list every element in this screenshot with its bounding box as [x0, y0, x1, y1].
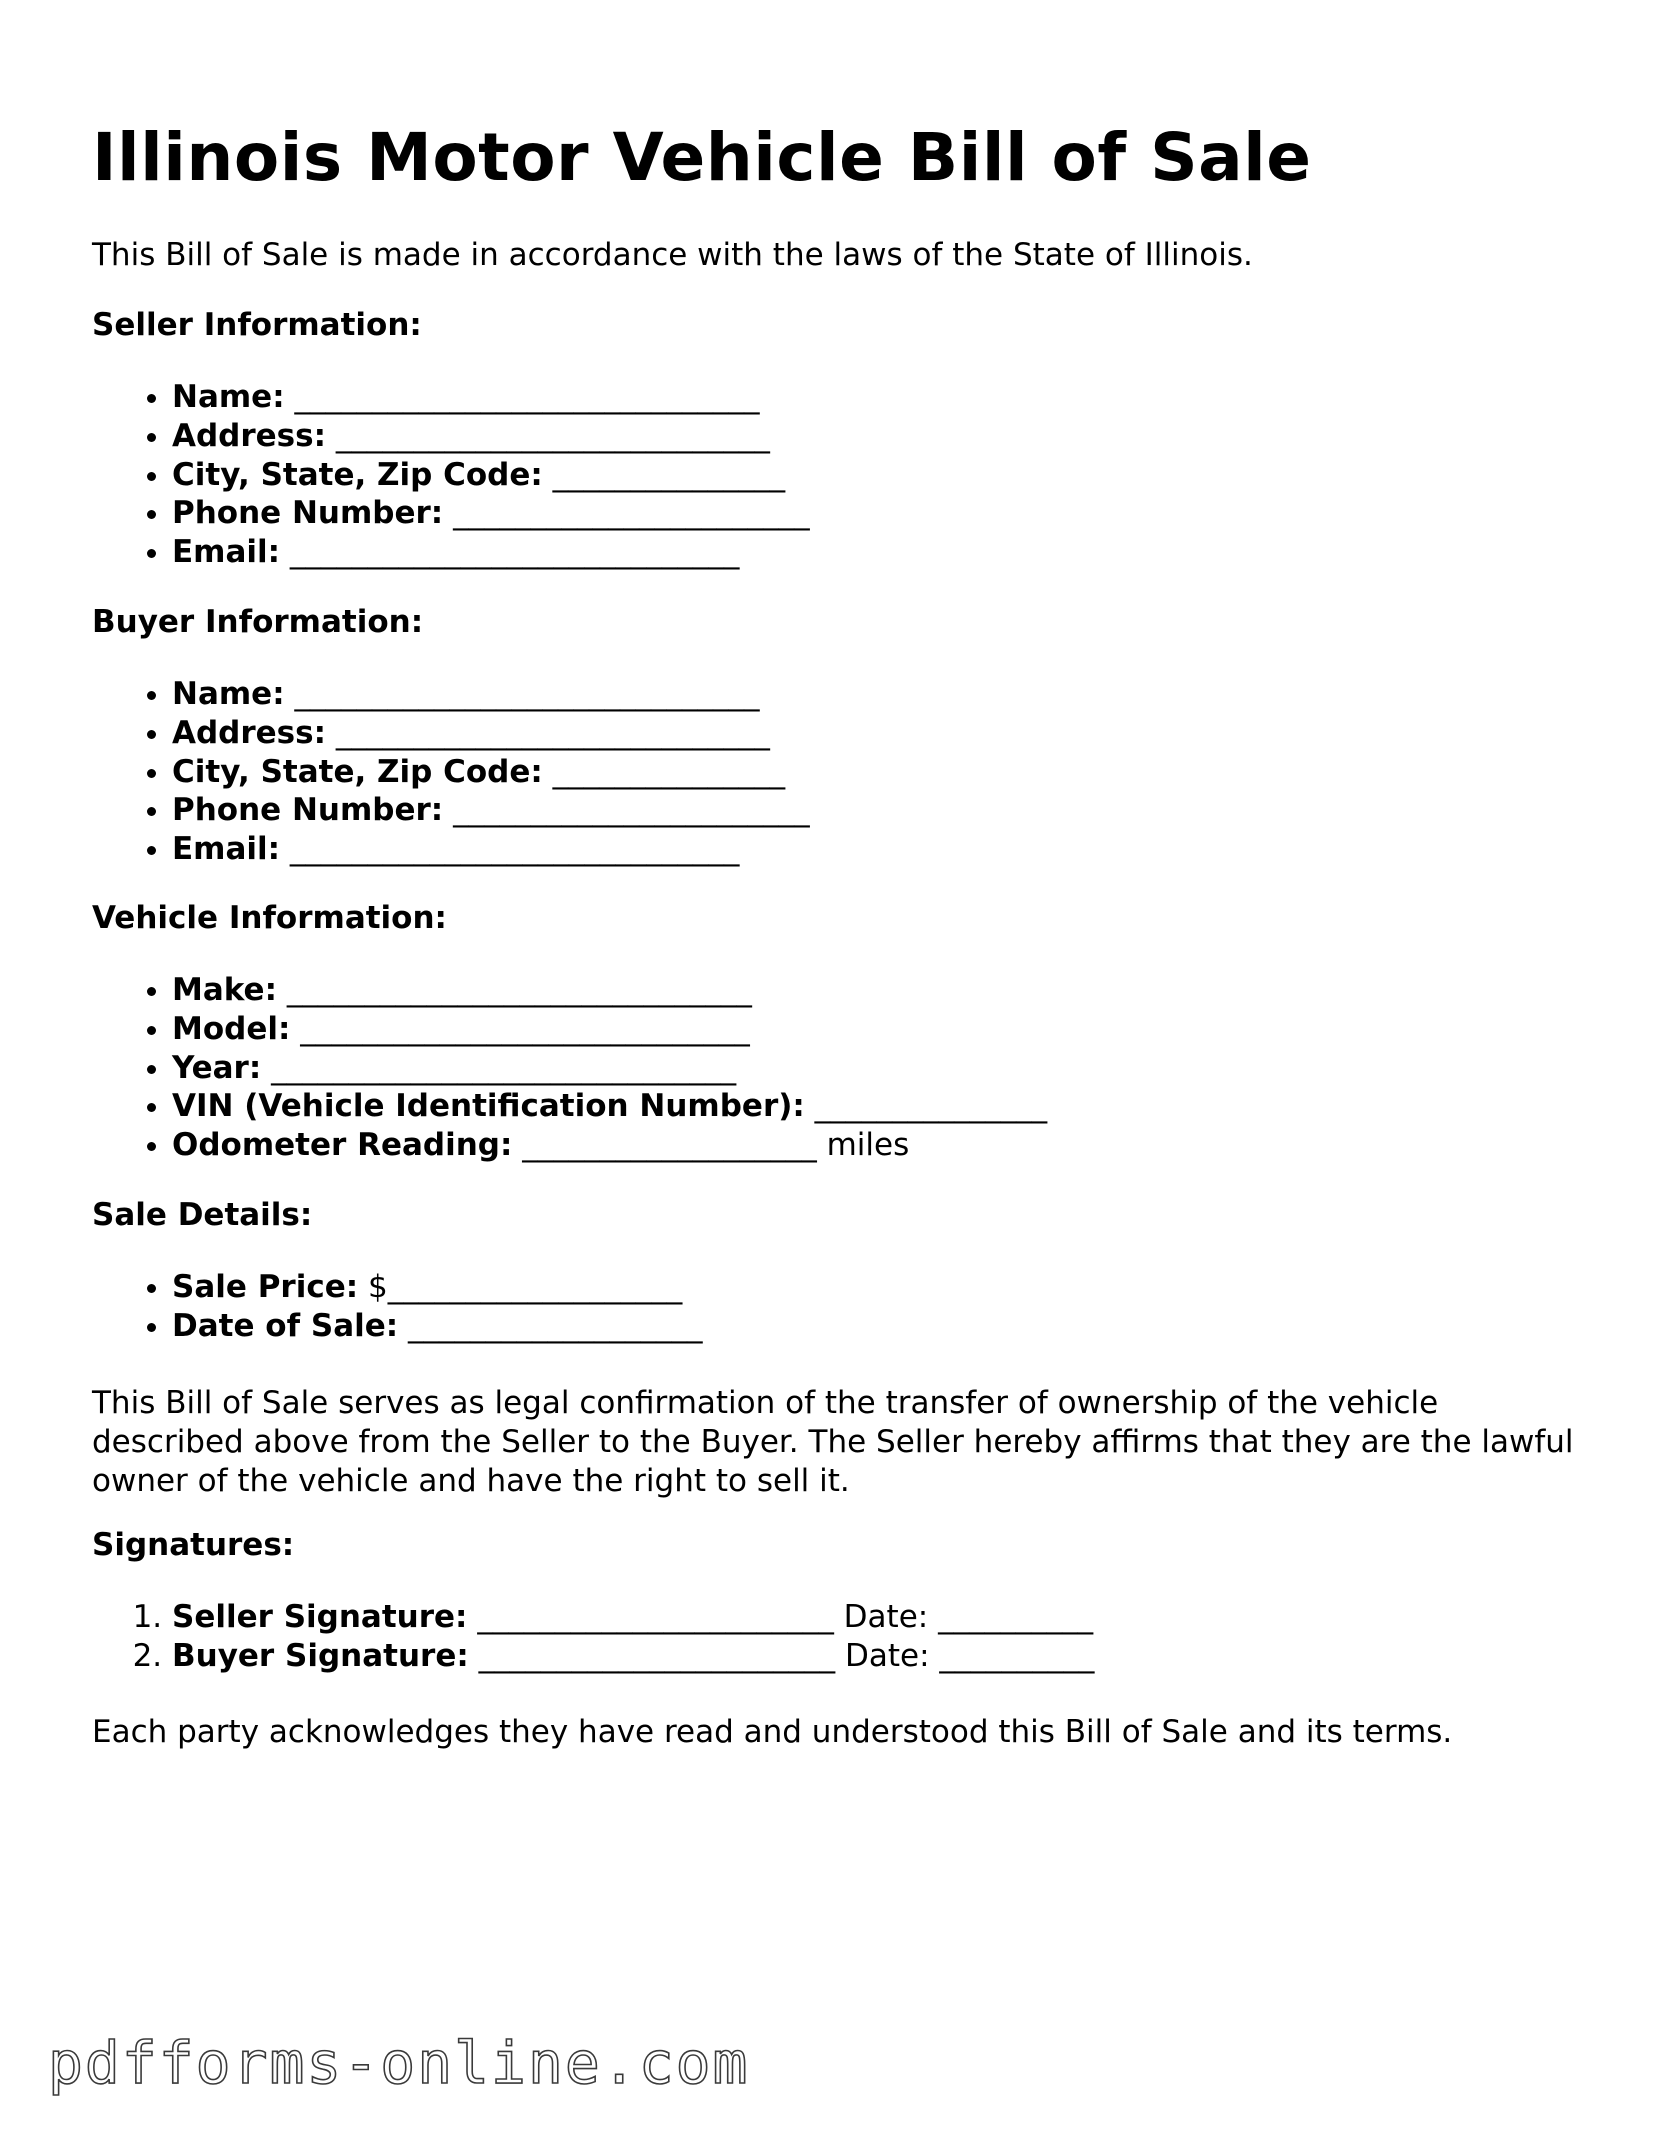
- seller-signature-blank[interactable]: _______________________: [477, 1599, 834, 1635]
- date-label: Date:: [844, 1637, 930, 1674]
- model-field-blank[interactable]: _____________________________: [300, 1010, 750, 1047]
- buyer-signature-blank[interactable]: _______________________: [478, 1637, 836, 1674]
- field-label: Sale Price:: [172, 1269, 359, 1305]
- vehicle-year-item: [172, 1049, 1047, 1088]
- confirmation-paragraph: This Bill of Sale serves as legal confirmation of the transfer of ownership of the vehicle described above from the Seller to the Buyer. The Seller hereby affirms that they are the lawful owner of the vehicle and have the right to sell it.: [92, 1385, 1574, 1499]
- field-label: Date of Sale:: [172, 1307, 399, 1344]
- vehicle-make-item: [172, 971, 1047, 1010]
- field-label: Address:: [172, 417, 326, 454]
- buyer-name-item: [172, 675, 810, 714]
- seller-city-item: [172, 456, 810, 495]
- email-field-blank[interactable]: _____________________________: [289, 534, 740, 571]
- miles-unit: miles: [826, 1127, 910, 1164]
- make-field-blank[interactable]: ______________________________: [286, 972, 752, 1008]
- email-field-blank[interactable]: _____________________________: [289, 831, 740, 868]
- buyer-phone-item: [172, 791, 810, 830]
- field-label: Make:: [172, 972, 277, 1008]
- sale-field-list: [92, 1268, 703, 1346]
- phone-field-blank[interactable]: _______________________: [453, 495, 810, 532]
- buyer-date-blank[interactable]: __________: [939, 1637, 1095, 1674]
- vin-field-blank[interactable]: _______________: [814, 1088, 1048, 1125]
- buyer-city-item: [172, 753, 810, 792]
- field-label: Address:: [172, 714, 326, 751]
- field-label: City, State, Zip Code:: [172, 753, 543, 790]
- address-field-blank[interactable]: ____________________________: [335, 714, 770, 751]
- buyer-field-list: [92, 675, 810, 869]
- name-field-blank[interactable]: ______________________________: [294, 676, 760, 712]
- field-label: Phone Number:: [172, 792, 444, 829]
- seller-address-item: [172, 417, 810, 456]
- field-label: Email:: [172, 534, 281, 571]
- acknowledgment-text: Each party acknowledges they have read and understood this Bill of Sale and its terms.: [92, 1714, 1453, 1750]
- buyer-signature-item: [172, 1637, 1094, 1676]
- field-label: Name:: [172, 379, 285, 415]
- seller-date-blank[interactable]: __________: [938, 1599, 1094, 1635]
- field-label: Phone Number:: [172, 495, 444, 532]
- city-state-zip-field-blank[interactable]: _______________: [552, 753, 786, 790]
- field-label: City, State, Zip Code:: [172, 456, 543, 493]
- seller-phone-item: [172, 494, 810, 533]
- field-label: Buyer Signature:: [172, 1637, 469, 1674]
- field-label: Odometer Reading:: [172, 1127, 513, 1164]
- seller-email-item: [172, 533, 810, 572]
- city-state-zip-field-blank[interactable]: _______________: [552, 456, 786, 493]
- buyer-address-item: [172, 714, 810, 753]
- field-label: Model:: [172, 1010, 291, 1047]
- vehicle-heading: Vehicle Information:: [92, 900, 447, 936]
- phone-field-blank[interactable]: _______________________: [453, 792, 810, 829]
- field-label: Year:: [172, 1049, 262, 1086]
- sale-date-item: [172, 1307, 703, 1346]
- year-field-blank[interactable]: ______________________________: [271, 1049, 737, 1086]
- vehicle-model-item: [172, 1010, 1047, 1049]
- vehicle-odometer-item: [172, 1126, 1047, 1165]
- sale-heading: Sale Details:: [92, 1197, 313, 1233]
- signatures-heading: Signatures:: [92, 1527, 295, 1563]
- seller-signature-item: [172, 1598, 1094, 1637]
- buyer-heading: Buyer Information:: [92, 604, 424, 640]
- vehicle-field-list: [92, 971, 1047, 1165]
- seller-heading: Seller Information:: [92, 307, 422, 343]
- sale-date-field-blank[interactable]: ___________________: [408, 1307, 703, 1344]
- address-field-blank[interactable]: ____________________________: [335, 417, 770, 454]
- signatures-list: [92, 1598, 1094, 1676]
- sale-price-field-blank[interactable]: $___________________: [367, 1269, 683, 1305]
- seller-field-list: [92, 378, 810, 572]
- odometer-field-blank[interactable]: ___________________: [522, 1127, 817, 1164]
- sale-price-item: [172, 1268, 703, 1307]
- seller-name-item: [172, 378, 810, 417]
- date-label: Date:: [843, 1599, 929, 1635]
- buyer-email-item: [172, 830, 810, 869]
- intro-text: This Bill of Sale is made in accordance with the laws of the State of Illinois.: [92, 237, 1253, 273]
- vehicle-vin-item: [172, 1087, 1047, 1126]
- name-field-blank[interactable]: ______________________________: [294, 379, 760, 415]
- field-label: VIN (Vehicle Identification Number):: [172, 1088, 805, 1125]
- field-label: Email:: [172, 831, 281, 868]
- site-watermark: pdfforms-online.com: [48, 2029, 750, 2097]
- field-label: Seller Signature:: [172, 1599, 468, 1635]
- field-label: Name:: [172, 676, 285, 712]
- document-title: Illinois Motor Vehicle Bill of Sale: [92, 119, 1312, 196]
